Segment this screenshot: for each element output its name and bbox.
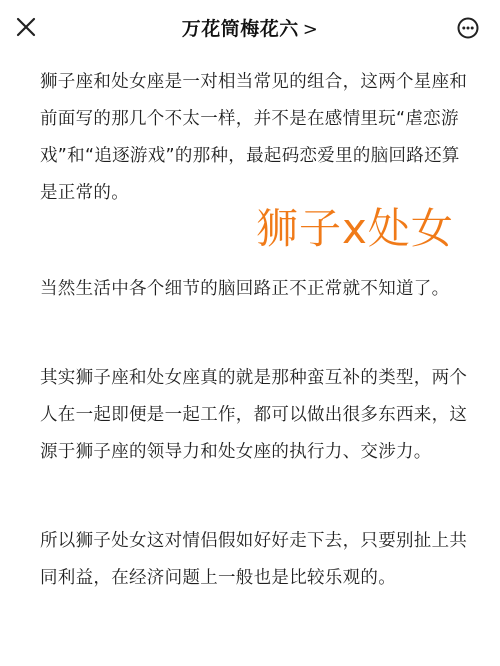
paragraph: 其实狮子座和处女座真的就是那种蛮互补的类型，两个人在一起即便是一起工作，都可以做出很多东西来，这源于狮子座的领导力和处女座的执行力、交涉力。 <box>40 368 468 462</box>
top-navigation-bar <box>0 0 500 56</box>
chevron-right-icon: > <box>302 19 319 40</box>
overlay-title-text: 狮子x处女 <box>256 204 454 253</box>
more-dots-icon <box>455 15 481 41</box>
author-name: 万花筒梅花六 <box>181 18 299 40</box>
page-title <box>0 14 500 41</box>
paragraph: 当然生活中各个细节的脑回路正不正常就不知道了。 <box>40 279 450 299</box>
more-button[interactable] <box>450 10 486 46</box>
close-icon <box>15 16 37 38</box>
author-title-link[interactable] <box>182 18 319 40</box>
article-body <box>40 64 468 597</box>
paragraph: 狮子座和处女座是一对相当常见的组合，这两个星座和前面写的那几个不太一样，并不是在感情里玩“虐恋游戏”和“追逐游戏”的那种，最起码恋爱里的脑回路还算是正常的。 <box>40 72 468 203</box>
paragraph: 所以狮子处女这对情侣假如好好走下去，只要别扯上共同利益，在经济问题上一般也是比较乐观的。 <box>40 531 468 588</box>
close-button[interactable] <box>8 9 44 45</box>
